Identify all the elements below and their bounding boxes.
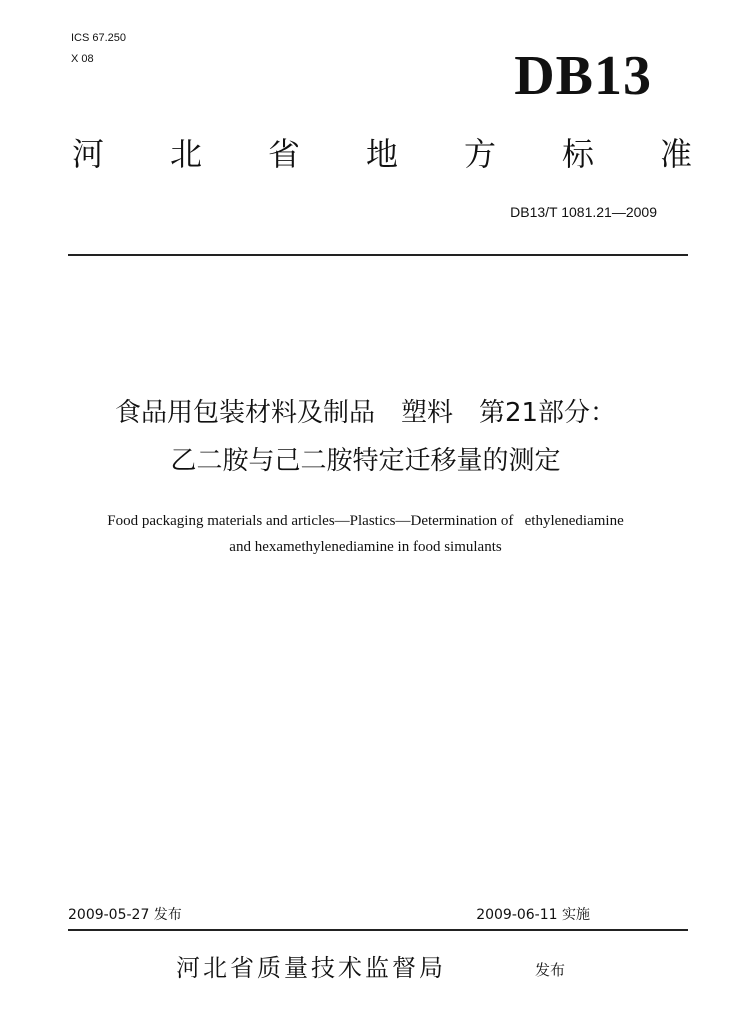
title-zh-line-1: 食品用包装材料及制品 塑料 第21部分：: [114, 398, 617, 428]
issuer: 河北省质量技术监督局: [176, 954, 446, 982]
standard-type-char: 准: [659, 135, 692, 173]
standard-type-char: 北: [169, 135, 202, 173]
db-mark: DB13: [514, 45, 652, 107]
ics-code: ICS 67.250: [71, 32, 127, 44]
standard-type-char: 省: [267, 135, 300, 173]
standard-type: [70, 134, 694, 174]
title-zh-line-2: 乙二胺与己二胺特定迁移量的测定: [170, 446, 561, 476]
issue-label: 发布: [535, 961, 566, 979]
issue-date: 2009-05-27 发布: [68, 907, 182, 923]
standard-type-char: 地: [365, 135, 398, 173]
footer-divider: [68, 929, 688, 931]
standard-type-char: 方: [463, 135, 496, 173]
standard-type-char: 标: [561, 135, 594, 173]
title-en-line-1: Food packaging materials and articles—Plastics—Determination of ethylenediamine: [107, 513, 624, 529]
implementation-date: 2009-06-11 实施: [476, 907, 590, 923]
header-divider: [68, 254, 688, 256]
standard-type-char: 河: [71, 135, 104, 173]
title-en-line-2: and hexamethylenediamine in food simulants: [229, 539, 502, 555]
classification-code: X 08: [71, 53, 94, 65]
standard-number: DB13/T 1081.21—2009: [510, 204, 657, 220]
